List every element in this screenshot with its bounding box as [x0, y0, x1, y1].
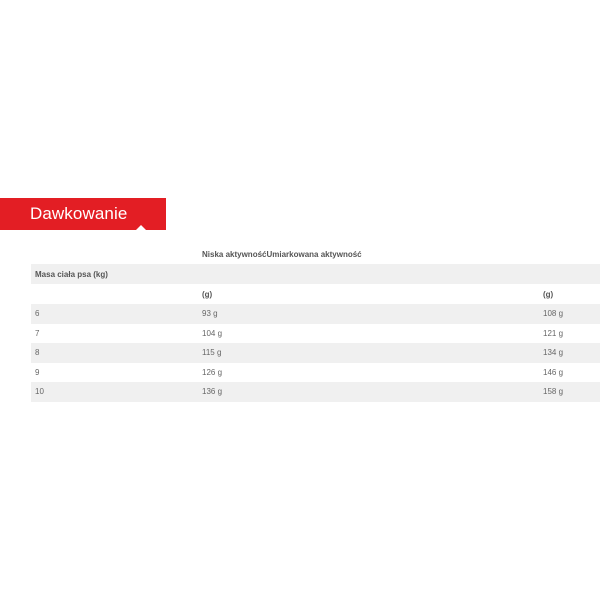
- section-header: [0, 198, 166, 230]
- header-notch: [135, 225, 147, 231]
- table-mass-header-row: [31, 264, 600, 284]
- moderate-activity-cell: 108 g: [543, 309, 564, 319]
- table-units-row: [31, 284, 600, 304]
- unit-moderate: (g): [543, 289, 554, 299]
- low-activity-cell: 104 g: [202, 328, 223, 338]
- table-row: [31, 324, 600, 344]
- table-row: [31, 382, 600, 402]
- dosage-table: [31, 244, 600, 402]
- mass-cell: 9: [35, 367, 40, 377]
- moderate-activity-cell: 134 g: [543, 348, 564, 358]
- low-activity-cell: 136 g: [202, 387, 223, 397]
- moderate-activity-cell: 146 g: [543, 367, 564, 377]
- low-activity-cell: 115 g: [202, 348, 222, 358]
- unit-low: (g): [202, 289, 213, 299]
- mass-cell: 10: [35, 387, 44, 397]
- mass-header: Masa ciała psa (kg): [35, 269, 108, 279]
- moderate-activity-cell: 158 g: [543, 387, 564, 397]
- low-activity-cell: 93 g: [202, 309, 218, 319]
- table-row: [31, 363, 600, 383]
- moderate-activity-cell: 121 g: [543, 328, 564, 338]
- mass-cell: 6: [35, 309, 40, 319]
- activity-header: Niska aktywnośćUmiarkowana aktywność: [202, 249, 362, 259]
- table-row: [31, 343, 600, 363]
- mass-cell: 7: [35, 328, 40, 338]
- mass-cell: 8: [35, 348, 40, 358]
- table-row: [31, 304, 600, 324]
- section-title: Dawkowanie: [30, 204, 128, 223]
- table-header-row: [31, 244, 600, 264]
- low-activity-cell: 126 g: [202, 367, 223, 377]
